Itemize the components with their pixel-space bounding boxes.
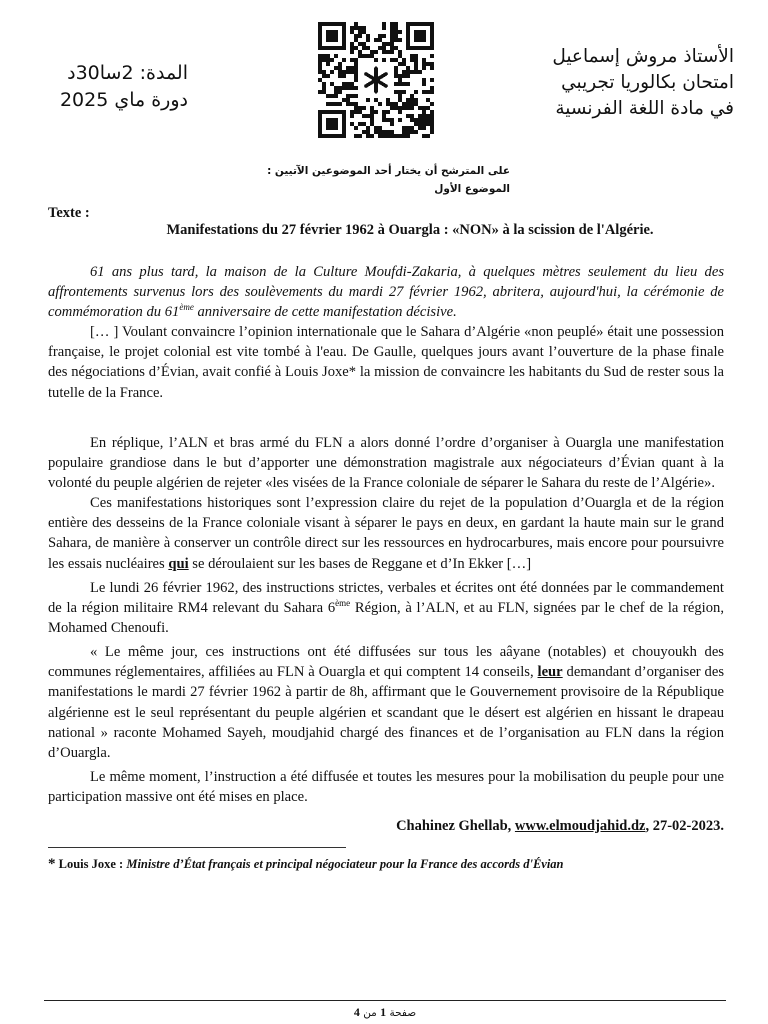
text-title: Manifestations du 27 février 1962 à Ouargla : «NON» à la scission de l'Algérie. [166,222,654,238]
source-link[interactable]: www.elmoudjahid.dz [514,818,646,834]
exam-info-block [48,60,188,114]
footnote-asterisk: * [48,856,56,872]
signature-line [396,818,724,835]
underlined-word-qui: qui [168,555,189,572]
paragraph-2: En réplique, l’ALN et bras armé du FLN a alors donné l’ordre d’organiser à Ouargla une manifestation populaire grandiose dans le but d’apporter une démonstration magistrale aux négociateurs d’Évian quant à la volonté du peuple algérien de rejeter «les visées de la France coloniale de séparer le Sahara du reste de l’Algérie». [48,435,724,492]
paragraph-1: [… ] Voulant convaincre l’opinion internationale que le Sahara d’Algérie «non peuplé» était une possession française, le projet colonial est vite tombé à l'eau. De Gaulle, quelques jours avant l’ouverture de la phase finale des négociations d’Évian, avait confié à Louis Joxe* la mission de convaincre les habitants du Sud de rester sous la tutelle de la France. [48,324,724,401]
paragraph-4: Le lundi 26 février 1962, des instructions strictes, verbales et écrites ont été données par le commandement de la région militaire RM4 relevant du Sahara 6ème Région, à l’ALN, et au FLN, signées par le chef de la région, Mohamed Chenoufi. [48,580,724,637]
paragraph-3: Ces manifestations historiques sont l’expression claire du rejet de la population d’Ouargla et de la région entière des desseins de la France coloniale visant à séparer le pays en deux, en gardant la haute main sur le grand Sahara, de manière à conserver un contrôle direct sur les ressources en hydrocarbures, mais encore pour poursuivre les essais nucléaires qui se déroulaient sur les bases de Reggane et d’In Ekker […] [48,495,724,572]
exam-duration: المدة: 2سا30د [67,62,188,84]
teacher-name: الأستاذ مروش إسماعيل [552,46,734,67]
footnote [48,856,564,873]
page-number: صفحة 1 من 4 [353,1005,417,1019]
exam-type: امتحان بكالوريا تجريبي [561,72,734,93]
footnote-definition: Ministre d’État français et principal négociateur pour la France des accords d'Évian [126,857,564,871]
teacher-info-block [474,44,734,122]
paragraph-6: Le même moment, l’instruction a été diffusée et toutes les mesures pour la mobilisation du peuple pour une participation massive ont été mises en place. [48,769,724,806]
signature-date: , 27-02-2023. [645,818,724,834]
footnote-divider [48,847,346,848]
superscript-eme: ème [179,302,194,313]
qr-code [318,22,434,138]
underlined-word-leur: leur [537,664,563,681]
exam-subject: في مادة اللغة الفرنسية [555,98,734,119]
signature-author: Chahinez Ghellab, [396,818,515,834]
paragraph-5: « Le même jour, ces instructions ont été diffusées sur tous les aâyane (notables) et chouyoukh des communes réglementaires, affiliées au FLN à Ouargla et qui comptent 14 conseils, leur demandant d’organiser des manifestations le mardi 27 février 1962 à partir de 8h, affirmant que le Gouvernement provisoire de la République algérienne est le seul représentant du peuple algérien et scandant que le désert est algérien en hissant le drapeau national » raconte Mohamed Sayeh, moudjahid chargé des finances et de l’organisation au FLN dans la région d’Ouargla. [48,644,725,762]
footer-divider [44,1000,726,1001]
choice-instruction: على المترشح أن يختار أحد الموضوعين الآتيين : [267,165,510,177]
intro-paragraph: 61 ans plus tard, la maison de la Culture Moufdi-Zakaria, à quelques mètres seulement du lieu des affrontements survenus lors des soulèvements du mardi 27 février 1962, abritera, aujourd'hui, la cérémonie de commémoration du 61ème anniversaire de cette manifestation décisive. [48,264,724,321]
footnote-term: Louis Joxe : [55,857,127,871]
subject-one-heading: الموضوع الأول [434,183,510,195]
superscript-eme: ème [335,598,351,609]
exam-session: دورة ماي 2025 [59,89,188,111]
texte-label: Texte : [48,205,90,221]
